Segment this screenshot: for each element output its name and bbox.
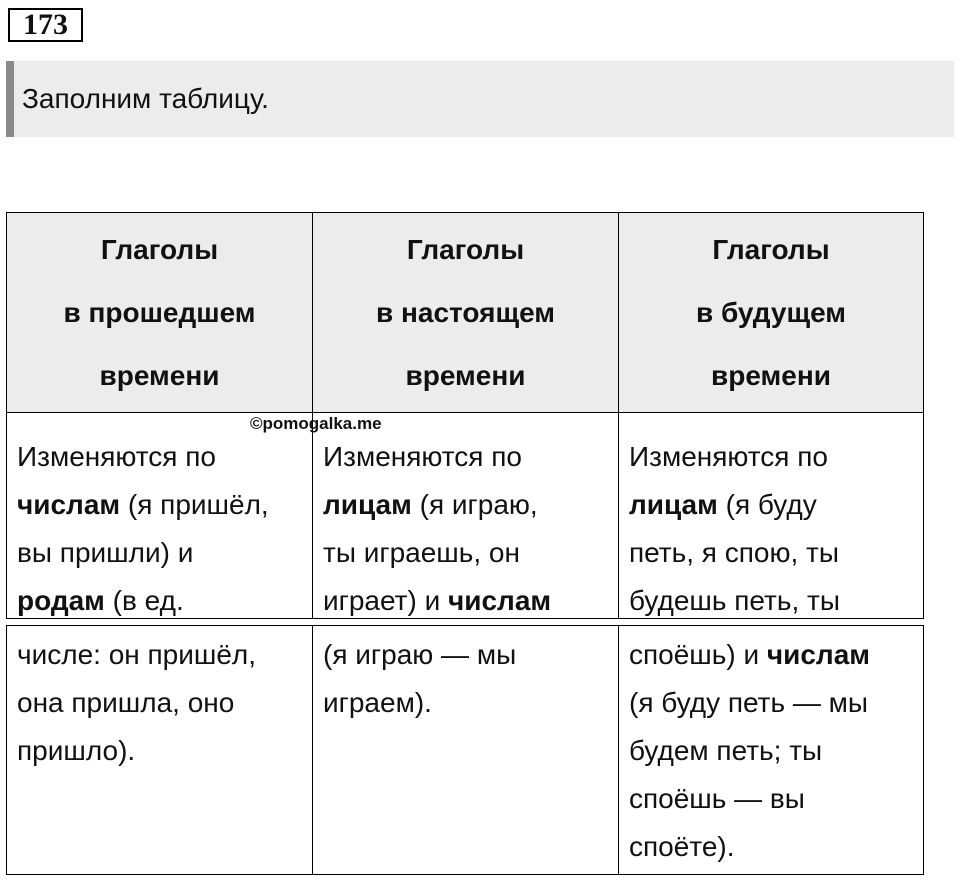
cell-text: (я буду <box>717 489 817 520</box>
header-past <box>7 213 312 412</box>
cell-line: петь, я спою, ты <box>629 537 839 568</box>
bold-term: родам <box>17 585 105 616</box>
cell-text: споёшь) и <box>629 639 767 670</box>
cell-line <box>17 577 304 618</box>
cell-line: Изменяются по <box>629 441 828 472</box>
cell-future-1 <box>618 413 923 618</box>
cell-future-2 <box>618 626 923 874</box>
header-line: Глаголы <box>406 234 525 265</box>
header-line: в будущем <box>695 297 847 328</box>
cell-line: споёте). <box>629 831 735 862</box>
cell-past-1 <box>7 413 312 618</box>
header-line: в прошедшем <box>63 297 256 328</box>
cell-line: (я играю — мы <box>323 639 517 670</box>
header-line: времени <box>711 360 831 391</box>
cell-line: Изменяются по <box>17 441 216 472</box>
header-line: времени <box>99 360 220 391</box>
header-present <box>312 213 618 412</box>
header-line: времени <box>405 360 526 391</box>
watermark: ©pomogalka.me <box>250 414 382 433</box>
cell-text: (я играю, <box>411 489 538 520</box>
table-row <box>6 413 924 619</box>
bold-term: числам <box>766 639 871 670</box>
table-row <box>6 625 924 875</box>
cell-line: играем). <box>323 687 432 718</box>
bold-term: числам <box>17 489 121 520</box>
cell-text: играет) и <box>323 585 448 616</box>
cell-present-1 <box>312 413 618 618</box>
cell-line: ты играешь, он <box>323 537 520 568</box>
cell-line <box>323 481 610 529</box>
cell-line: будем петь; ты <box>629 735 823 766</box>
cell-line: числе: он пришёл, <box>17 639 257 670</box>
bold-term: числам <box>448 585 552 616</box>
cell-line: вы пришли) и <box>17 537 194 568</box>
cell-line <box>629 631 915 679</box>
cell-present-2 <box>312 626 618 874</box>
cell-text: (в ед. <box>104 585 184 616</box>
cell-past-2 <box>7 626 312 874</box>
cell-line: Изменяются по <box>323 441 522 472</box>
cell-line: она пришла, оно <box>17 687 235 718</box>
bold-term: лицам <box>629 489 718 520</box>
header-line: в настоящем <box>375 297 555 328</box>
bold-term: лицам <box>323 489 412 520</box>
cell-line <box>323 577 610 618</box>
cell-line: будешь петь, ты <box>629 585 840 616</box>
task-number: 173 <box>8 8 83 42</box>
cell-line: споёшь — вы <box>629 783 805 814</box>
header-line: Глаголы <box>100 234 219 265</box>
table-header-row <box>6 212 924 413</box>
cell-line <box>629 481 915 529</box>
header-line: Глаголы <box>712 234 830 265</box>
header-future <box>618 213 923 412</box>
verbs-table <box>6 212 924 875</box>
cell-line <box>17 481 304 529</box>
instruction-note: Заполним таблицу. <box>6 61 954 137</box>
cell-text: (я пришёл, <box>120 489 269 520</box>
cell-line: пришло). <box>17 735 136 766</box>
cell-line: (я буду петь — мы <box>629 687 869 718</box>
